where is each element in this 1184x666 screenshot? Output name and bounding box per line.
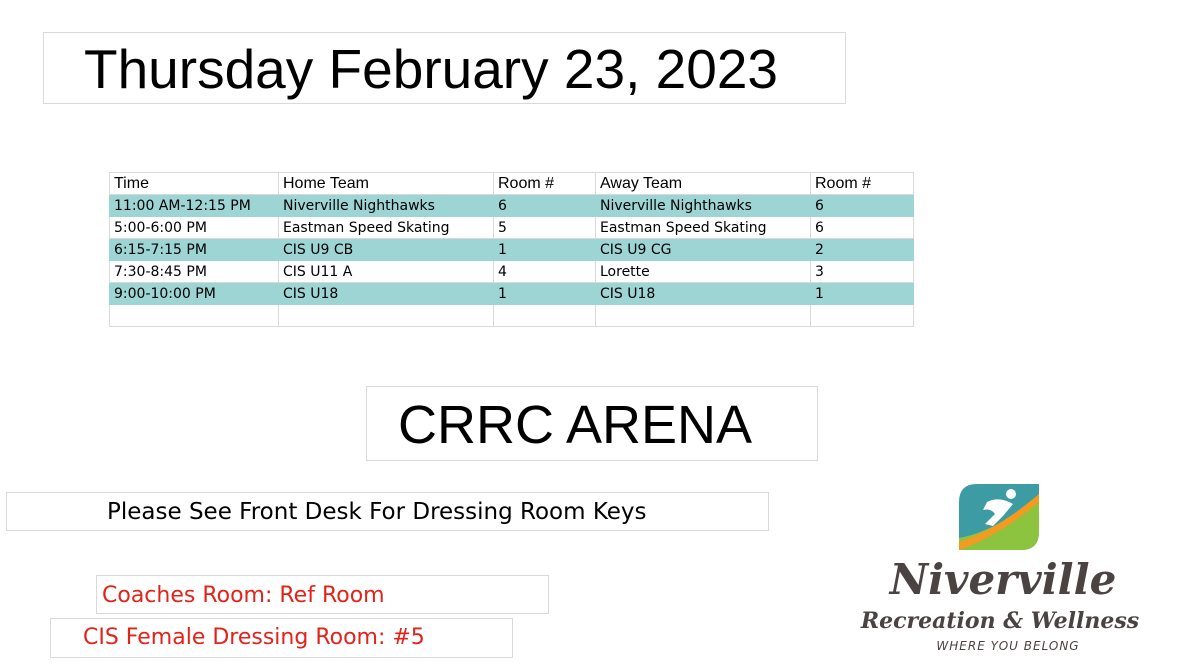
keys-notice: Please See Front Desk For Dressing Room Keys <box>107 499 647 525</box>
cell-away-room: 6 <box>811 217 914 239</box>
header-home-room: Room # <box>494 173 596 195</box>
date-heading: Thursday February 23, 2023 <box>84 38 778 100</box>
coaches-room-text: Coaches Room: Ref Room <box>102 583 385 608</box>
cell-home-room: 5 <box>494 217 596 239</box>
cell-home-room: 4 <box>494 261 596 283</box>
cell-away-team: Niverville Nighthawks <box>596 195 811 217</box>
cell-home-team: Eastman Speed Skating <box>279 217 494 239</box>
cell-away-room: 2 <box>811 239 914 261</box>
cell-home-team: CIS U18 <box>279 283 494 305</box>
leaf-figure-icon <box>953 480 1043 552</box>
cell-home-team: Niverville Nighthawks <box>279 195 494 217</box>
cell-away-room: 1 <box>811 283 914 305</box>
table-header-row <box>110 173 914 195</box>
header-time: Time <box>110 173 279 195</box>
arena-name-box <box>366 386 818 461</box>
cell-home-room: 1 <box>494 283 596 305</box>
header-home-team: Home Team <box>279 173 494 195</box>
female-room-text: CIS Female Dressing Room: #5 <box>83 625 425 650</box>
cell-away-team: Eastman Speed Skating <box>596 217 811 239</box>
table-row <box>110 217 914 239</box>
cell-away-team: CIS U18 <box>596 283 811 305</box>
table-row <box>110 283 914 305</box>
niverville-logo <box>840 480 1160 660</box>
table-row <box>110 239 914 261</box>
empty-cell <box>279 305 494 327</box>
table-row <box>110 261 914 283</box>
cell-time: 7:30-8:45 PM <box>110 261 279 283</box>
logo-name: Niverville <box>889 555 1117 604</box>
empty-cell <box>811 305 914 327</box>
header-away-room: Room # <box>811 173 914 195</box>
cell-time: 11:00 AM-12:15 PM <box>110 195 279 217</box>
logo-subtitle: Recreation & Wellness <box>860 608 1140 634</box>
keys-notice-box <box>6 492 769 531</box>
cell-time: 5:00-6:00 PM <box>110 217 279 239</box>
empty-cell <box>596 305 811 327</box>
cell-away-room: 6 <box>811 195 914 217</box>
empty-cell <box>494 305 596 327</box>
cell-home-team: CIS U11 A <box>279 261 494 283</box>
cell-home-room: 6 <box>494 195 596 217</box>
schedule-table <box>109 172 914 327</box>
cell-away-team: Lorette <box>596 261 811 283</box>
arena-name: CRRC ARENA <box>398 395 753 455</box>
cell-home-room: 1 <box>494 239 596 261</box>
cell-away-team: CIS U9 CG <box>596 239 811 261</box>
empty-cell <box>110 305 279 327</box>
cell-time: 6:15-7:15 PM <box>110 239 279 261</box>
table-empty-row <box>110 305 914 327</box>
cell-time: 9:00-10:00 PM <box>110 283 279 305</box>
date-heading-box <box>43 32 846 104</box>
table-row <box>110 195 914 217</box>
logo-tagline: WHERE YOU BELONG <box>936 639 1080 653</box>
cell-home-team: CIS U9 CB <box>279 239 494 261</box>
coaches-room-box <box>96 575 549 614</box>
header-away-team: Away Team <box>596 173 811 195</box>
female-room-box <box>50 618 513 658</box>
cell-away-room: 3 <box>811 261 914 283</box>
